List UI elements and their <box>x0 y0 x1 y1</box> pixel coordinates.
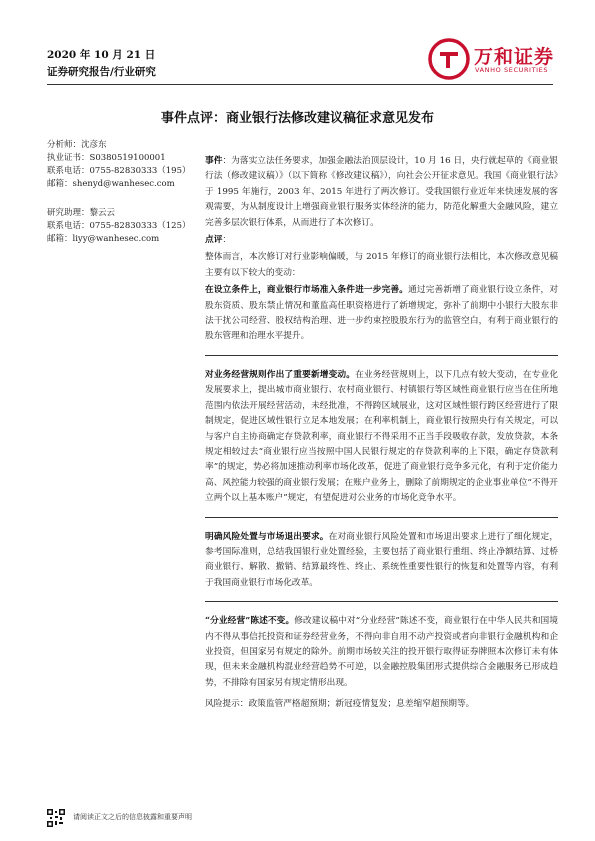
author-sidebar <box>47 139 197 246</box>
business-rules-heading: 对业务经营规则作出了重要新增变动。 <box>205 369 356 380</box>
analyst-phone: 联系电话：0755-82830333（195） <box>47 166 191 176</box>
assistant-name: 研究助理：黎云云 <box>47 208 116 218</box>
business-rules-text: 在业务经营规则上，以下几点有较大变动，在专业化发展要求上，提出城市商业银行、农村商业银行、村镇银行等区域性商业银行应当在住所地范围内依法开展经营活动，未经批准，不得跨区域展业，这对区域性银行跨区经营进行了限制规定，促进区域性银行立足本地发展；在利率机制上，商业银行按照央行有关规定，可以与客户自主协商确定存贷款利率，商业银行不得采用不正当手段吸收存款，发放贷款，本条规定相较过去“商业银行应当按照中国人民银行规定的存贷款利率的上下限，确定存贷款利率”的规定，势必将加速推动利率市场化改革，促进了商业银行竞争多元化，有利于定价能力高、风控能力较强的商业银行发展；在账户业务上，删除了前期规定的企业事业单位“不得开立两个以上基本账户”规定，有望促进对公业务的市场化竞争水平。 <box>205 369 559 504</box>
assistant-email: 邮箱：liyy@wanhesec.com <box>47 234 160 244</box>
analyst-name: 分析师：沈彦东 <box>47 140 107 150</box>
header-divider <box>47 84 553 85</box>
page-footer <box>47 809 447 827</box>
section-divider <box>205 517 558 518</box>
report-body <box>205 154 558 715</box>
risk-disposal-paragraph <box>205 530 558 592</box>
separate-operation-text: 修改建议稿中对“分业经营”陈述不变，商业银行在中华人民共和国境内不得从事信托投资和证券经营业务，不得向非自用不动产投资或者向非银行金融机构和企业投资，但国家另有规定的除外。前期市场较关注的投开银行取得证券牌照本次修订未有体现，但未来金融机构混业经营趋势不可逆，以金融控股集团形式提供综合金融服务已形成趋势，不排除有国家另有规定情形出现。 <box>205 616 559 688</box>
footer-disclaimer: 请阅读正文之后的信息披露和重要声明 <box>73 813 192 821</box>
report-type: 证券研究报告/行业研究 <box>47 66 156 78</box>
document-title: 事件点评：商业银行法修改建议稿征求意见发布 <box>160 111 434 126</box>
market-access-text: 通过完善新增了商业银行设立条件，对股东资质、股东禁止情况和董监高任职资格进行了新增规定，弥补了前期中小银行大股东非法干扰公司经营、股权结构治理、进一步约束控股股东行为的监管空白，有利于商业银行的股东管理和治理水平提升。 <box>205 285 559 342</box>
assistant-phone: 联系电话：0755-82830333（125） <box>47 221 191 231</box>
event-paragraph <box>205 154 558 231</box>
risk-warning: 风险提示：政策监管严格超预期；新冠疫情复发；息差缩窄超预期等。 <box>205 699 475 710</box>
section-divider <box>205 601 558 602</box>
logo-name-en: VANHO SECURITIES <box>475 66 549 74</box>
separate-operation-heading: “分业经营”陈述不变。 <box>205 616 295 627</box>
report-date: 2020 年 10 月 21 日 <box>47 49 156 61</box>
business-rules-paragraph <box>205 368 558 507</box>
comment-label: 点评 <box>205 235 223 246</box>
analyst-license: 执业证书：S0380519100001 <box>47 153 166 163</box>
logo-mark-icon <box>428 38 470 80</box>
analyst-email: 邮箱：shenyd@wanhesec.com <box>47 179 175 189</box>
section-divider <box>205 355 558 356</box>
risk-disposal-text: 在对商业银行风险处置和市场退出要求上进行了细化规定，参考国际准则，总结我国银行业处置经验，主要包括了商业银行重组、终止净额结算、过桥商业银行、解散、撤销、结算最终性、终止、系统性重要性银行的恢复和处置等内容，有利于我国商业银行市场化改革。 <box>205 531 559 588</box>
qr-code-icon <box>47 809 65 827</box>
event-text: ：为落实立法任务要求，加强金融法治顶层设计，10 月 16 日，央行就起草的《商业银行法（修改建议稿）》（以下简称《修改建议稿》），向社会公开征求意见。我国《商业银行法》于 1995 年施行，2003 年、2015 年进行了两次修订。受我国银行业近年来快速发展的客观需要，为从制度设计上增强商业银行服务实体经济的能力，防范化解重大金融风险，建立完善多层次银行体系，从而进行了本次修订。 <box>205 156 558 228</box>
separate-operation-paragraph <box>205 614 558 691</box>
company-logo <box>428 36 558 82</box>
intro-paragraph: 整体而言，本次修订对行业影响偏暖，与 2015 年修订的商业银行法相比，本次修改意见稿主要有以下较大的变动： <box>205 252 558 278</box>
market-access-paragraph <box>205 283 558 345</box>
market-access-heading: 在设立条件上，商业银行市场准入条件进一步完善。 <box>205 285 409 296</box>
comment-colon: ： <box>222 235 232 246</box>
comment-heading <box>205 233 558 248</box>
risk-disposal-heading: 明确风险处置与市场退出要求。 <box>205 531 329 542</box>
event-label: 事件 <box>205 156 223 166</box>
logo-name-cn: 万和证券 <box>474 46 555 68</box>
